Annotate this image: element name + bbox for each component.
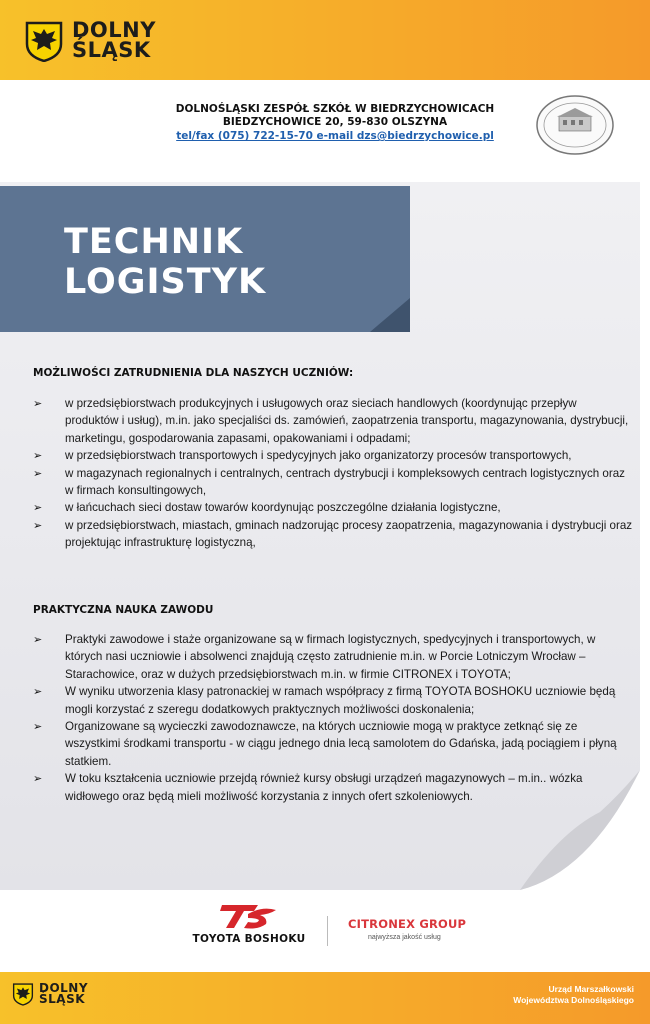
brand-logo-top (24, 20, 156, 62)
citronex-wordmark: CITRONEX GROUP (348, 917, 467, 931)
school-header (110, 103, 560, 143)
practice-heading: PRAKTYCZNA NAUKA ZAWODU (33, 604, 214, 616)
office-label (513, 984, 634, 1005)
sponsor-divider (327, 916, 328, 946)
brand-line-1: DOLNY (39, 980, 89, 995)
brand-line-1: DOLNY (72, 18, 156, 43)
arrow-bullet-icon: ➢ (33, 449, 43, 463)
sponsors-strip (0, 890, 650, 960)
citronex-logo (348, 917, 466, 941)
title-fold-icon (370, 298, 412, 334)
school-contact-link[interactable]: tel/fax (075) 722-15-70 e-mail dzs@biedrzychowice.pl (176, 130, 494, 142)
arrow-bullet-icon: ➢ (33, 397, 43, 410)
school-seal-icon (534, 94, 616, 156)
list-item: ➢ w przedsiębiorstwach, miastach, gminach nadzorując procesy zaopatrzenia, magazynowania i dystrybucji oraz projektując infrastrukturę logistyczną, (33, 518, 633, 550)
list-item: ➢ w przedsiębiorstwach transportowych i spedycyjnych jako organizatorzy procesów transportowych, (33, 447, 633, 464)
office-line-1: Urząd Marszałkowski (548, 984, 634, 994)
citronex-tagline: najwyższa jakość usług (368, 934, 441, 941)
employment-list (33, 395, 633, 552)
school-name: DOLNOŚLĄSKI ZESPÓŁ SZKÓŁ W BIEDRZYCHOWICACH (175, 103, 495, 115)
arrow-bullet-icon: ➢ (33, 685, 43, 699)
brand-line-2: ŚLĄSK (39, 992, 86, 1006)
practice-list (33, 631, 633, 805)
eagle-crest-icon (12, 982, 34, 1006)
title-line-2: LOGISTYK (64, 262, 267, 302)
arrow-bullet-icon: ➢ (33, 518, 43, 532)
list-item: ➢ W toku kształcenia uczniowie przejdą również kursy obsługi urządzeń magazynowych – m.in.. wózka widłowego oraz będą mieli możliwość korzystania z innych ofert szkoleniowych. (33, 772, 583, 803)
arrow-bullet-icon: ➢ (33, 501, 43, 515)
toyota-boshoku-mark-icon (218, 902, 280, 930)
list-item: ➢ Organizowane są wycieczki zawodoznawcze, na których uczniowie mogą w praktyce zetknąć się ze wszystkimi środkami transportu - w ciągu jednego dnia lecą samolotem do Gdańska, jadą pociągiem i płyną statkiem. (33, 720, 617, 768)
brand-line-2: ŚLĄSK (72, 38, 151, 62)
brand-logo-bottom (12, 982, 88, 1006)
list-item: ➢ w przedsiębiorstwach produkcyjnych i usługowych oraz sieciach handlowych (koordynując przepływ produktów i usług), m.in. jako specjaliści ds. zamówień, zaopatrzenia transportu, magazynowania, dystrybucji, marketingu, gospodarowania zapasami, opakowaniami i odpadami; (33, 397, 629, 445)
school-address: BIEDZYCHOWICE 20, 59-830 OLSZYNA (222, 116, 448, 128)
arrow-bullet-icon: ➢ (33, 633, 43, 646)
office-line-2: Województwa Dolnośląskiego (513, 994, 634, 1005)
list-item: ➢ W wyniku utworzenia klasy patronackiej w ramach współpracy z firmą TOYOTA BOSHOKU uczniowie będą mogli korzystać z szeregu dodatkowych praktycznych możliwości doskonalenia; (33, 685, 616, 716)
arrow-bullet-icon: ➢ (33, 720, 43, 734)
page-title (64, 222, 266, 302)
list-item: ➢ w łańcuchach sieci dostaw towarów koordynując poszczególne działania logistyczne, (33, 499, 633, 516)
arrow-bullet-icon: ➢ (33, 466, 43, 480)
list-item: ➢ Praktyki zawodowe i staże organizowane są w firmach logistycznych, spedycyjnych i transportowych, w których nasi uczniowie i absolwenci znajdują często zatrudnienie m.in. w Porcie Lotniczym Wrocław – Starachowice, oraz w dużych przedsiębiorstwach m.in. w firmie CITRONEX i TOYOTA; (33, 633, 596, 681)
toyota-boshoku-logo (178, 902, 320, 945)
toyota-boshoku-wordmark: TOYOTA BOSHOKU (192, 933, 306, 945)
eagle-crest-icon (24, 20, 64, 62)
list-item: ➢ w magazynach regionalnych i centralnych, centrach dystrybucji i kompleksowych centrach logistycznych oraz w firmach konsultingowych, (33, 466, 625, 498)
title-line-1: TECHNIK (64, 222, 244, 262)
employment-heading: MOŻLIWOŚCI ZATRUDNIENIA DLA NASZYCH UCZNIÓW: (33, 367, 354, 379)
arrow-bullet-icon: ➢ (33, 772, 43, 786)
